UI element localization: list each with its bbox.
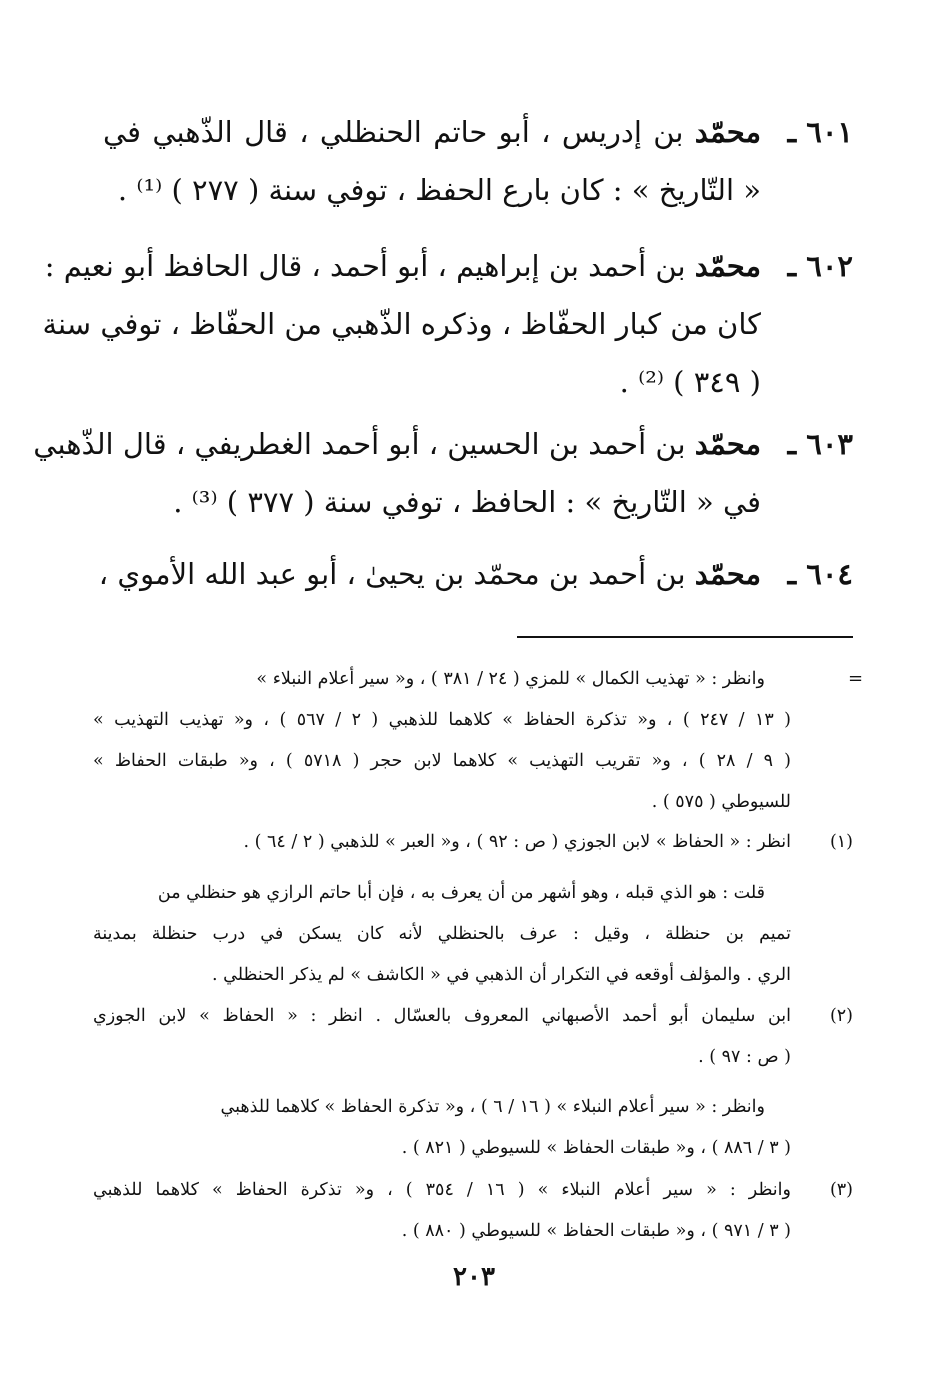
footnote-line: قلت : هو الذي قبله ، وهو أشهر من أن يعرف به ، فإن أبا حاتم الرازي هو حنظلي من (157, 883, 765, 903)
entry-601 (103, 103, 853, 219)
footnote-line: وانظر : « تهذيب الكمال » للمزي ( ٢٤ / ٣٨١ ) ، و« سير أعلام النبلاء » (256, 669, 765, 689)
footnote-mark: (١) (829, 832, 853, 852)
footnote-line: للسيوطي ( ٥٧٥ ) . (651, 792, 791, 812)
footnote-line: ابن سليمان أبو أحمد الأصبهاني المعروف بالعسّال . انظر : « الحفاظ » لابن الجوزي (93, 1006, 791, 1026)
entry-line (33, 415, 853, 473)
footnote-2 (93, 996, 853, 1078)
entry-number: ٦٠١ ـ (787, 115, 853, 149)
footnote-line: ( ١٣ / ٢٤٧ ) ، و« تذكرة الحفاظ » كلاهما للذهبي ( ٢ / ٥٦٧ ) ، و« تهذيب التهذيب » (93, 710, 792, 730)
footnote-2-extra (93, 1087, 853, 1169)
footnote-continued (93, 659, 853, 823)
continuation-mark: = (848, 668, 864, 689)
entry-number: ٦٠٢ ـ (787, 249, 853, 283)
entry-text: « التّاريخ » : كان بارع الحفظ ، توفي سنة ( ٢٧٧ ) ⁽¹⁾ . (117, 173, 761, 207)
entry-text: بن أحمد بن الحسين ، أبو أحمد الغطريفي ، قال الذّهبي (33, 427, 686, 461)
entry-name: محمّد (694, 115, 761, 149)
footnote-line: تميم بن حنظلة ، وقيل : عرف بالحنظلي لأنه كان يسكن في درب حنظلة بمدينة (93, 924, 791, 944)
entry-name: محمّد (694, 557, 761, 591)
footnote-line: ( ٣ / ٨٨٦ ) ، و« طبقات الحفاظ » للسيوطي ( ٨٢١ ) . (401, 1138, 791, 1158)
footnote-line: ( ٣ / ٩٧١ ) ، و« طبقات الحفاظ » للسيوطي ( ٨٨٠ ) . (401, 1221, 791, 1241)
entry-602 (42, 237, 853, 411)
footnote-1 (93, 822, 853, 863)
entry-number: ٦٠٣ ـ (787, 427, 853, 461)
footnote-line: وانظر : « سير أعلام النبلاء » ( ١٦ / ٦ ) ، و« تذكرة الحفاظ » كلاهما للذهبي (220, 1097, 765, 1117)
entry-line (42, 295, 853, 353)
footnote-3 (93, 1170, 853, 1252)
footnote-line: الري . والمؤلف أوقعه في التكرار أن الذهبي في « الكاشف » لم يذكر الحنظلي . (212, 965, 791, 985)
entry-line (44, 237, 853, 295)
entry-line (98, 545, 853, 603)
entry-line (103, 473, 853, 531)
entry-name: محمّد (694, 427, 761, 461)
entry-line (103, 161, 853, 219)
page-number: ٢٠٣ (453, 1262, 495, 1292)
entry-name: محمّد (694, 249, 761, 283)
entry-line (103, 103, 853, 161)
entry-text: بن إدريس ، أبو حاتم الحنظلي ، قال الذّهبي في (103, 115, 684, 149)
footnote-line: وانظر : « سير أعلام النبلاء » ( ١٦ / ٣٥٤ ) ، و« تذكرة الحفاظ » كلاهما للذهبي (93, 1180, 791, 1200)
entry-text: بن أحمد بن محمّد بن يحيىٰ ، أبو عبد الله الأموي ، (98, 557, 686, 591)
footnote-line: ( ص : ٩٧ ) . (698, 1047, 791, 1067)
entry-line (103, 353, 853, 411)
footnote-mark: (٣) (829, 1180, 853, 1200)
footnote-line: انظر : « الحفاظ » لابن الجوزي ( ص : ٩٢ ) ، و« العبر » للذهبي ( ٢ / ٦٤ ) . (243, 832, 791, 852)
footnote-line: ( ٩ / ٢٨ ) ، و« تقريب التهذيب » كلاهما لابن حجر ( ٥٧١٨ ) ، و« طبقات الحفاظ » (93, 751, 791, 771)
footnote-separator (517, 636, 853, 638)
entry-text: بن أحمد بن إبراهيم ، أبو أحمد ، قال الحافظ أبو نعيم : (44, 249, 686, 283)
entry-number: ٦٠٤ ـ (787, 557, 853, 591)
entry-603 (33, 415, 853, 531)
entry-text: كان من كبار الحفّاظ ، وذكره الذّهبي من الحفّاظ ، توفي سنة (42, 307, 761, 341)
entry-text: في « التّاريخ » : الحافظ ، توفي سنة ( ٣٧٧ ) ⁽³⁾ . (173, 485, 761, 519)
footnote-mark: (٢) (829, 1006, 853, 1026)
footnote-1-comment (93, 873, 853, 996)
entry-text: ( ٣٤٩ ) ⁽²⁾ . (619, 365, 761, 399)
entry-604 (98, 545, 853, 603)
